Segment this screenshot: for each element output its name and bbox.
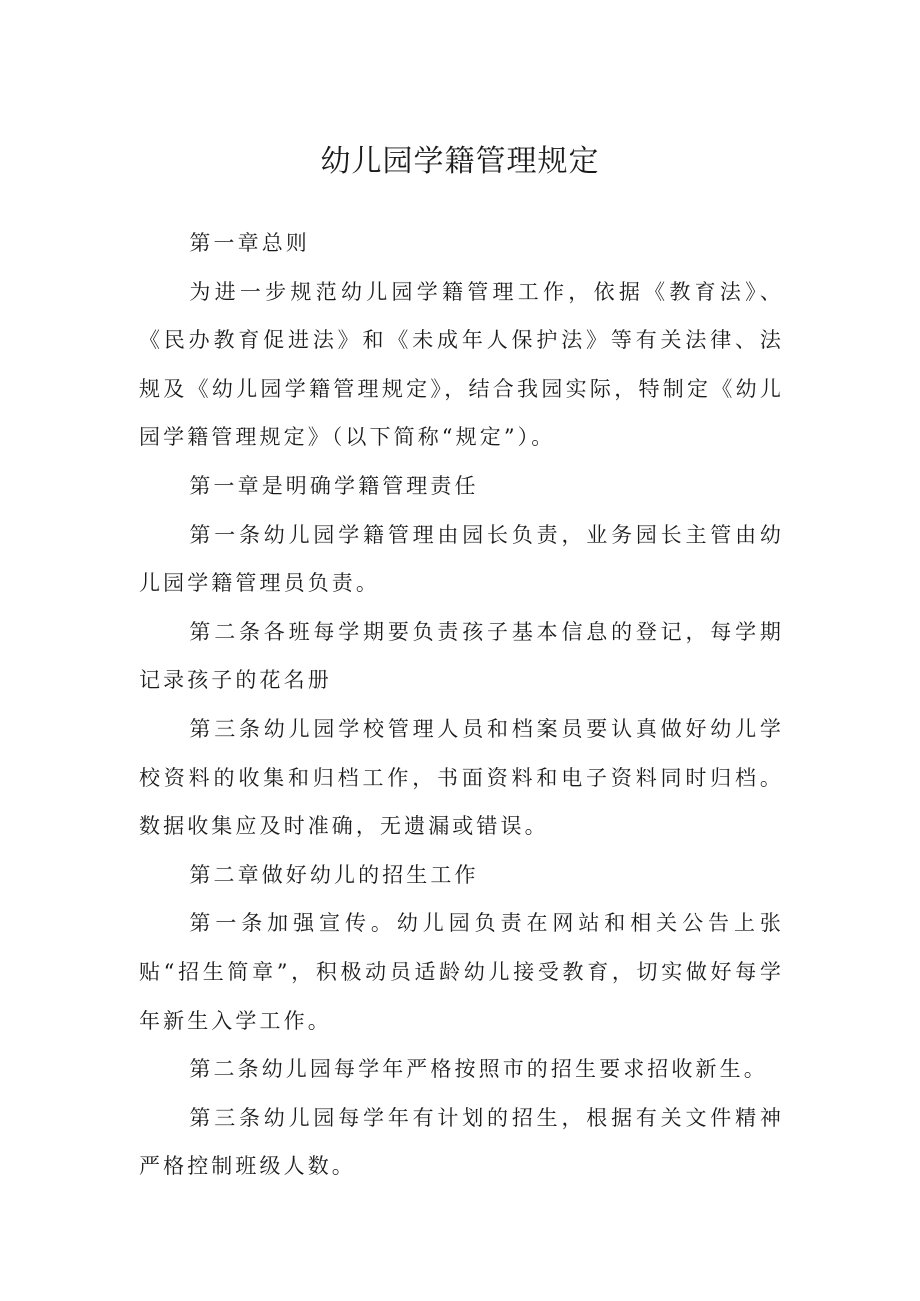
document-title: 幼儿园学籍管理规定: [320, 144, 600, 179]
article-paragraph: 第三条幼儿园每学年有计划的招生，根据有关文件精神严格控制班级人数。: [139, 1105, 784, 1179]
article-paragraph: 第一条加强宣传。幼儿园负责在网站和相关公告上张贴“招生简章”，积极动员适龄幼儿接受教育，切实做好每学年新生入学工作。: [139, 911, 784, 1033]
article-paragraph: 第三条幼儿园学校管理人员和档案员要认真做好幼儿学校资料的收集和归档工作，书面资料和电子资料同时归档。数据收集应及时准确，无遗漏或错误。: [139, 716, 784, 839]
chapter-heading: 第一章是明确学籍管理责任: [189, 473, 479, 498]
article-paragraph: 第二条各班每学期要负责孩子基本信息的登记，每学期记录孩子的花名册: [139, 619, 784, 693]
article-paragraph: 第二条幼儿园每学年严格按照市的招生要求招收新生。: [189, 1057, 768, 1082]
body-paragraph: 为进一步规范幼儿园学籍管理工作，依据《教育法》、《民办教育促进法》和《未成年人保护法》等有关法律、法规及《幼儿园学籍管理规定》，结合我园实际，特制定《幼儿园学籍管理规定》（以下简称“规定”）。: [139, 279, 784, 450]
chapter-heading: 第二章做好幼儿的招生工作: [189, 862, 479, 887]
article-paragraph: 第一条幼儿园学籍管理由园长负责，业务园长主管由幼儿园学籍管理员负责。: [139, 522, 784, 596]
document-body: [139, 219, 784, 1191]
chapter-heading: 第一章总则: [189, 231, 310, 255]
